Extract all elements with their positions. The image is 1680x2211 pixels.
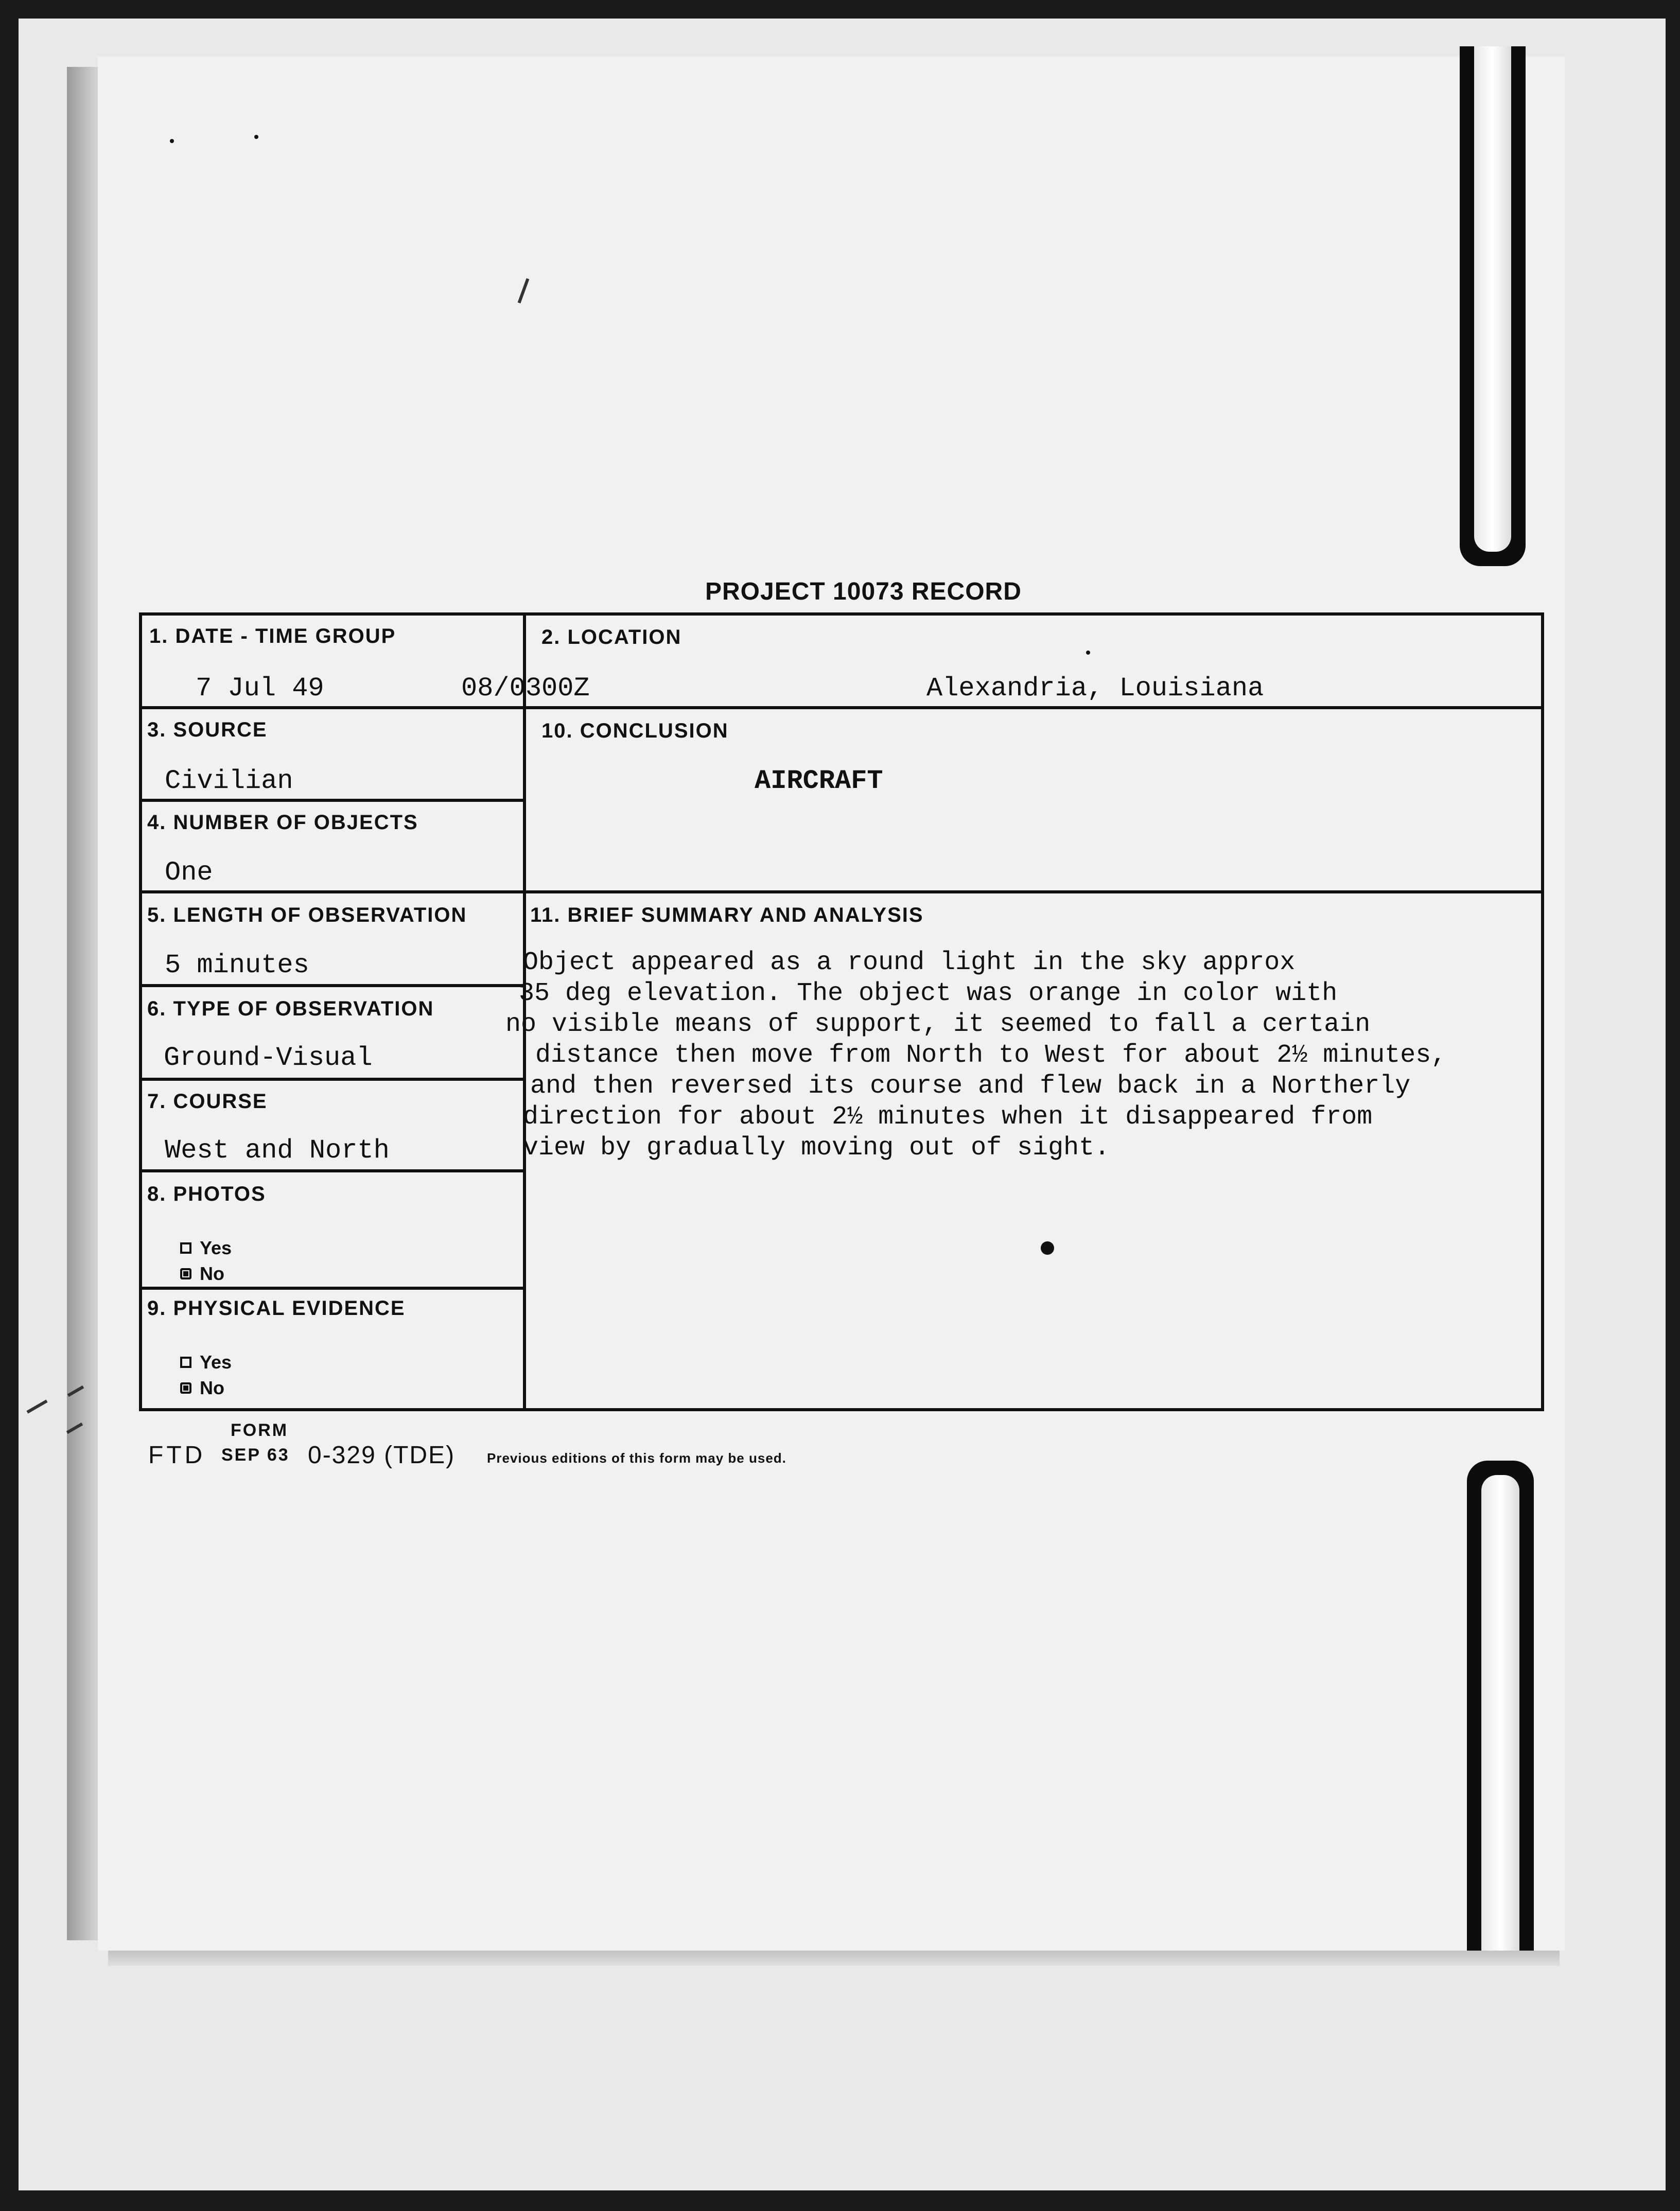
location-value: Alexandria, Louisiana: [926, 673, 1264, 704]
summary-label: 11. BRIEF SUMMARY AND ANALYSIS: [530, 904, 924, 926]
course-label: 7. COURSE: [147, 1090, 268, 1113]
physical-evidence-yes-option: [180, 1352, 232, 1373]
summary-line: direction for about 2½ minutes when it disappeared from: [523, 1102, 1373, 1132]
physical-evidence-no-option: [180, 1377, 224, 1399]
checkbox-empty-icon: [180, 1242, 191, 1254]
row-divider: [139, 984, 525, 987]
number-of-objects-label: 4. NUMBER OF OBJECTS: [147, 811, 418, 834]
conclusion-label: 10. CONCLUSION: [541, 720, 729, 742]
page-title: PROJECT 10073 RECORD: [705, 578, 1022, 605]
row-divider: [139, 890, 525, 893]
summary-line: and then reversed its course and flew back in a Northerly: [530, 1072, 1411, 1101]
photos-no-label: No: [200, 1263, 224, 1284]
time-value: 08/0300Z: [461, 673, 590, 704]
source-value: Civilian: [165, 766, 293, 796]
summary-line: view by gradually moving out of sight.: [523, 1133, 1110, 1163]
photos-yes-label: Yes: [200, 1237, 232, 1258]
film-edge-bottom: [1467, 1461, 1534, 1951]
date-value: 7 Jul 49: [196, 673, 324, 704]
footer-note: Previous editions of this form may be used.: [487, 1450, 786, 1466]
summary-line: distance then move from North to West for about 2½ minutes,: [535, 1041, 1447, 1070]
speck: [170, 139, 174, 143]
row-divider: [139, 799, 525, 802]
checkbox-checked-icon: [180, 1268, 191, 1279]
location-label: 2. LOCATION: [541, 626, 682, 648]
summary-line: no visible means of support, it seemed to fall a certain: [505, 1010, 1371, 1039]
summary-line: 35 deg elevation. The object was orange in color with: [519, 979, 1338, 1008]
footer-form-date: SEP 63: [221, 1445, 290, 1465]
date-time-label: 1. DATE - TIME GROUP: [149, 625, 396, 647]
summary-line: Object appeared as a round light in the sky approx: [523, 948, 1296, 977]
checkbox-empty-icon: [180, 1357, 191, 1368]
row-divider: [139, 1287, 525, 1290]
physical-evidence-yes-label: Yes: [200, 1352, 232, 1373]
length-of-observation-label: 5. LENGTH OF OBSERVATION: [147, 904, 467, 926]
checkbox-checked-icon: [180, 1382, 191, 1394]
type-of-observation-label: 6. TYPE OF OBSERVATION: [147, 997, 434, 1020]
source-label: 3. SOURCE: [147, 718, 268, 741]
photos-no-option: [180, 1263, 224, 1285]
photos-yes-option: [180, 1237, 232, 1259]
physical-evidence-label: 9. PHYSICAL EVIDENCE: [147, 1297, 406, 1320]
number-of-objects-value: One: [165, 857, 213, 888]
row-divider: [523, 890, 1544, 893]
speck: [254, 135, 258, 139]
course-value: West and North: [165, 1135, 390, 1166]
footer-form-word: FORM: [231, 1420, 289, 1440]
film-edge-top: [1460, 46, 1526, 566]
footer-ftd: FTD: [148, 1442, 206, 1469]
type-of-observation-value: Ground-Visual: [164, 1043, 373, 1073]
physical-evidence-no-label: No: [200, 1377, 224, 1398]
row-divider: [523, 706, 1544, 709]
row-divider: [139, 1078, 525, 1081]
conclusion-value: AIRCRAFT: [755, 766, 883, 796]
length-of-observation-value: 5 minutes: [165, 950, 309, 980]
footer-form-number: 0-329 (TDE): [308, 1442, 456, 1469]
photos-label: 8. PHOTOS: [147, 1183, 266, 1205]
row-divider: [139, 1169, 525, 1172]
row-divider: [139, 706, 525, 709]
